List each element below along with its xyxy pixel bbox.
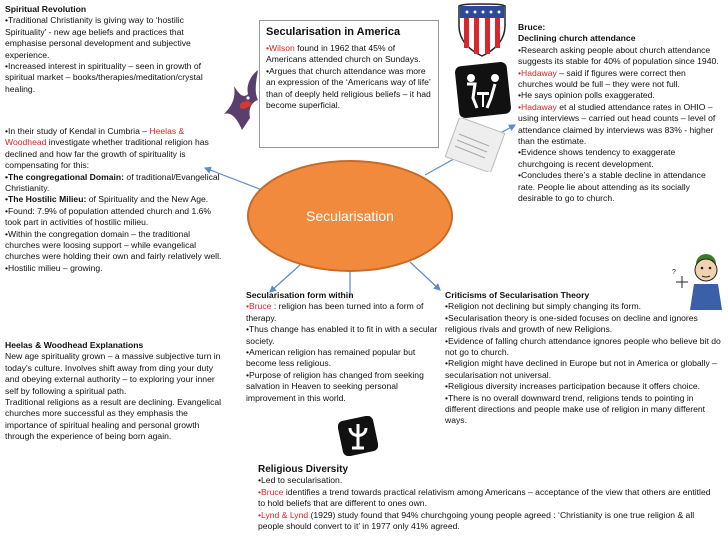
bruce-title: Bruce: xyxy=(518,22,546,32)
hadaway-name-1: •Hadaway xyxy=(518,67,557,78)
within-title: Secularisation form within xyxy=(246,290,354,300)
hostilic-label: •The Hostilic Milieu: xyxy=(5,194,87,205)
criticisms-title: Criticisms of Secularisation Theory xyxy=(445,290,590,300)
spiritual-revolution-point-1: •Traditional Christianity is giving way to ‘hostilic Spirituality’ - new age beliefs and practices that emphasise personal development and subjective experience. xyxy=(5,15,191,60)
lynd-name: •Lynd & Lynd xyxy=(258,509,309,520)
bruce-block xyxy=(518,22,723,205)
diversity-point-2-text: identifies a trend towards practical relativism among Americans – acceptance of the view that others are entitled to hold beliefs that are different to ones own. xyxy=(258,486,711,509)
spiritual-revolution-point-2: •Increased interest in spirituality – seen in growth of spiritual market – books/therapies/meditation/crystal healing. xyxy=(5,61,203,94)
diversity-point-3 xyxy=(258,510,720,533)
book-icon xyxy=(445,118,505,172)
america-point-1 xyxy=(266,43,431,66)
criticisms-point-6: •There is no overall downward trend, religions tends to pointing in different directions and people make use of religion in many different ways. xyxy=(445,392,706,426)
criticisms-block xyxy=(445,290,723,427)
bruce-name-diversity: •Bruce xyxy=(258,486,284,497)
spiritual-revolution-block xyxy=(5,4,227,95)
kendal-within: •Within the congregation domain – the traditional churches were loosing support – while evangelical churches were holding their own and fairly relatively well. xyxy=(5,228,222,262)
kendal-study-block xyxy=(5,126,227,274)
criticisms-point-5: •Religious diversity increases participation because it offers choice. xyxy=(445,381,701,392)
hadaway-name-2: •Hadaway xyxy=(518,101,557,112)
bruce-point-5: •Evidence shows tendency to exaggerate churchgoing is recent development. xyxy=(518,147,676,169)
us-shield-icon xyxy=(455,2,509,58)
bruce-point-6: •Concludes there’s a stable decline in attendance rate. People lie about attending as its socially desirable to go to church. xyxy=(518,170,706,204)
explanations-p1: New age spirituality grown – a massive subjective turn in today's culture. Involves shift away from ding your duty and obeying external authority – to exploring your inner self by following a spiritual path. xyxy=(5,351,221,396)
hostilic-milieu xyxy=(5,194,227,205)
america-box xyxy=(259,20,439,148)
bruce-point-2-text: – said if figures were correct then churches would be full – they were not full. xyxy=(518,67,686,90)
bruce-name-within: •Bruce xyxy=(246,301,272,312)
congregational-text: of traditional/Evangelical Christianity. xyxy=(5,171,220,194)
bruce-subtitle: Declining church attendance xyxy=(518,33,636,44)
diversity-point-1: •Led to secularisation. xyxy=(258,475,343,486)
explanations-p2: Traditional religions as a result are declining. Evangelical churches more successful as they emphasis the importance of spiritual healing and personal growth through the experience of being born again. xyxy=(5,397,222,442)
bruce-point-2 xyxy=(518,68,723,91)
connector-to-within xyxy=(270,265,300,292)
secularisation-hub xyxy=(247,160,453,272)
within-point-3: •American religion has remained popular but become less religious. xyxy=(246,347,416,369)
criticisms-point-3: •Evidence of falling church attendance ignores people who believe bit do not go to church. xyxy=(445,335,721,358)
criticisms-point-1: •Religion not declining but simply changing its form. xyxy=(445,301,641,312)
america-point-1-text: found in 1962 that 45% of Americans attended church on Sundays. xyxy=(266,43,421,65)
explanations-block xyxy=(5,340,227,443)
within-point-1 xyxy=(246,301,441,324)
criticisms-point-2: •Secularisation theory is one-sided focuses on decline and ignores religious rivals and growth of new Religions. xyxy=(445,312,698,335)
within-block xyxy=(246,290,441,404)
heelas-woodhead-name: Heelas & Woodhead xyxy=(5,126,185,148)
spiritual-revolution-title: Spiritual Revolution xyxy=(5,4,87,14)
bruce-point-4-text: et al studied attendance rates in OHIO – using interviews – carried out head counts – level of attendance claimed by interviews was 83% - higher than the estimate. xyxy=(518,101,716,147)
kendal-found: •Found: 7.9% of population attended church and 1.6% took part in activities of hostilic milieu. xyxy=(5,205,212,228)
within-point-2: •Thus change has enabled it to fit in with a secular society. xyxy=(246,324,438,346)
america-point-2: •Argues that church attendance was more an expression of the ‘Americans way of life’ than of deeply held religious beliefs – it had become superficial. xyxy=(266,65,431,111)
diversity-point-3-text: (1929) study found that 94% churchgoing young people agreed : ‘Christianity is one true religion & all people should convert to it’ in 1977 only 41% agreed. xyxy=(258,509,695,532)
diversity-title: Religious Diversity xyxy=(258,464,349,475)
kendal-hostile-growing: •Hostilic milieu – growing. xyxy=(5,262,103,273)
bruce-point-3: •He says opinion polls exaggerated. xyxy=(518,90,655,101)
explanations-title: Heelas & Woodhead Explanations xyxy=(5,340,144,350)
congregational-domain xyxy=(5,172,227,195)
interview-icon xyxy=(455,62,511,118)
thinking-man-icon xyxy=(668,250,724,310)
congregational-label: •The congregational Domain: xyxy=(5,171,125,182)
within-point-1-text: : religion has been turned into a form of therapy. xyxy=(246,301,424,323)
criticisms-point-4: •Religion might have declined in Europe but not in America or globally – secularisation not universal. xyxy=(445,358,717,380)
america-title: Secularisation in America xyxy=(266,26,401,38)
hostilic-text: of Spirituality and the New Age. xyxy=(86,194,209,205)
swallow-icon xyxy=(222,68,262,134)
kendal-intro-pre: •In their study of Kendal in Cumbria – xyxy=(5,126,150,136)
connector-to-criticisms xyxy=(410,262,440,290)
diversity-block xyxy=(258,464,720,532)
psi-symbol-icon xyxy=(338,416,378,456)
hub-label: Secularisation xyxy=(306,208,394,224)
wilson-name: •Wilson xyxy=(266,43,295,53)
svg-text:?: ? xyxy=(672,269,676,276)
bruce-point-1: •Research asking people about church attendance suggests its stable for 40% of population since 1940. xyxy=(518,44,719,67)
bruce-point-4 xyxy=(518,102,723,148)
within-point-4: •Purpose of religion has changed from seeking salvation in Heaven to seeking personal improvement in this world. xyxy=(246,369,424,403)
kendal-intro-post: investigate whether traditional religion has declined and how far the growth of spirituality is compensating for this: xyxy=(5,137,209,171)
diversity-point-2 xyxy=(258,487,720,510)
kendal-intro xyxy=(5,126,227,172)
